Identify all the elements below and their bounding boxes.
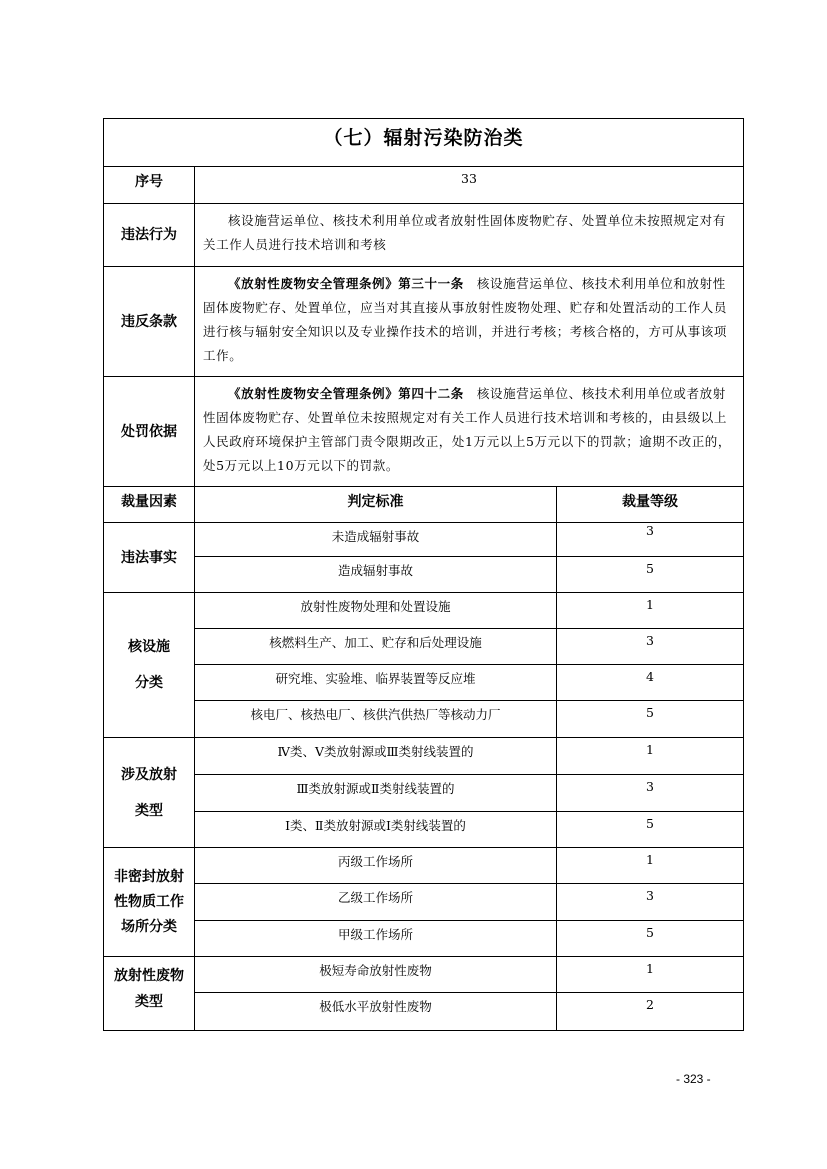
level-cell: 1	[557, 957, 744, 993]
penalty-table	[103, 118, 744, 1031]
criterion-cell: 极低水平放射性废物	[195, 993, 557, 1031]
level-cell: 4	[557, 665, 744, 701]
factor-label	[104, 738, 195, 848]
criterion-cell: 放射性废物处理和处置设施	[195, 593, 557, 629]
factor-line: 性物质工作	[114, 893, 184, 910]
criterion-cell: 研究堆、实验堆、临界装置等反应堆	[195, 665, 557, 701]
level-cell: 3	[557, 775, 744, 812]
level-cell: 5	[557, 921, 744, 957]
criterion-cell: 极短寿命放射性废物	[195, 957, 557, 993]
header-factor: 裁量因素	[104, 487, 195, 523]
factor-line: 核设施	[128, 639, 170, 655]
factor-line: 非密封放射	[114, 868, 184, 885]
factor-label	[104, 593, 195, 738]
criterion-cell: 乙级工作场所	[195, 884, 557, 921]
factor-label	[104, 848, 195, 957]
level-cell: 5	[557, 701, 744, 738]
criterion-cell: 核燃料生产、加工、贮存和后处理设施	[195, 629, 557, 665]
criterion-cell: 造成辐射事故	[195, 557, 557, 593]
level-cell: 1	[557, 848, 744, 884]
penalty-text	[195, 377, 744, 487]
clause-text	[195, 267, 744, 377]
factor-line: 放射性废物	[114, 968, 184, 984]
level-cell: 2	[557, 993, 744, 1031]
criterion-cell: Ⅲ类放射源或Ⅱ类射线装置的	[195, 775, 557, 812]
violation-text: 核设施营运单位、核技术利用单位或者放射性固体废物贮存、处置单位未按照规定对有关工作人员进行技术培训和考核	[195, 204, 744, 267]
criterion-cell: 丙级工作场所	[195, 848, 557, 884]
level-cell: 5	[557, 557, 744, 593]
criterion-cell: 核电厂、核热电厂、核供汽供热厂等核动力厂	[195, 701, 557, 738]
factor-line: 类型	[135, 802, 163, 819]
section-title: （七）辐射污染防治类	[104, 119, 744, 167]
serial-value: 33	[195, 167, 744, 204]
level-cell: 3	[557, 629, 744, 665]
factor-line: 场所分类	[121, 918, 177, 935]
serial-label: 序号	[104, 167, 195, 204]
level-cell: 1	[557, 593, 744, 629]
clause-law: 《放射性废物安全管理条例》第三十一条	[228, 276, 464, 291]
level-cell: 3	[557, 884, 744, 921]
factor-line: 类型	[135, 994, 163, 1010]
criterion-cell: Ⅳ类、Ⅴ类放射源或Ⅲ类射线装置的	[195, 738, 557, 775]
header-level: 裁量等级	[557, 487, 744, 523]
criterion-cell: Ⅰ类、Ⅱ类放射源或Ⅰ类射线装置的	[195, 812, 557, 848]
criterion-cell: 甲级工作场所	[195, 921, 557, 957]
level-cell: 1	[557, 738, 744, 775]
factor-label: 违法事实	[104, 523, 195, 593]
header-criterion: 判定标准	[195, 487, 557, 523]
level-cell: 5	[557, 812, 744, 848]
factor-label	[104, 957, 195, 1031]
penalty-law: 《放射性废物安全管理条例》第四十二条	[228, 386, 464, 401]
factor-line: 涉及放射	[121, 766, 177, 783]
violation-label: 违法行为	[104, 204, 195, 267]
level-cell: 3	[557, 523, 744, 557]
criterion-cell: 未造成辐射事故	[195, 523, 557, 557]
penalty-body: 核设施营运单位、核技术利用单位或者放射性固体废物贮存、处置单位未按照规定对有关工作人员进行技术培训和考核的，由县级以上人民政府环境保护主管部门责令限期改正，处1万元以上5万元以下的罚款；逾期不改正的，处5万元以上10万元以下的罚款。	[203, 386, 732, 473]
page-number: - 323 -	[676, 1072, 711, 1086]
factor-line: 分类	[135, 675, 163, 691]
clause-label: 违反条款	[104, 267, 195, 377]
clause-body: 核设施营运单位、核技术利用单位和放射性固体废物贮存、处置单位，应当对其直接从事放射性废物处理、贮存和处置活动的工作人员进行核与辐射安全知识以及专业操作技术的培训，并进行考核；考核合格的，方可从事该项工作。	[203, 276, 728, 363]
penalty-label: 处罚依据	[104, 377, 195, 487]
